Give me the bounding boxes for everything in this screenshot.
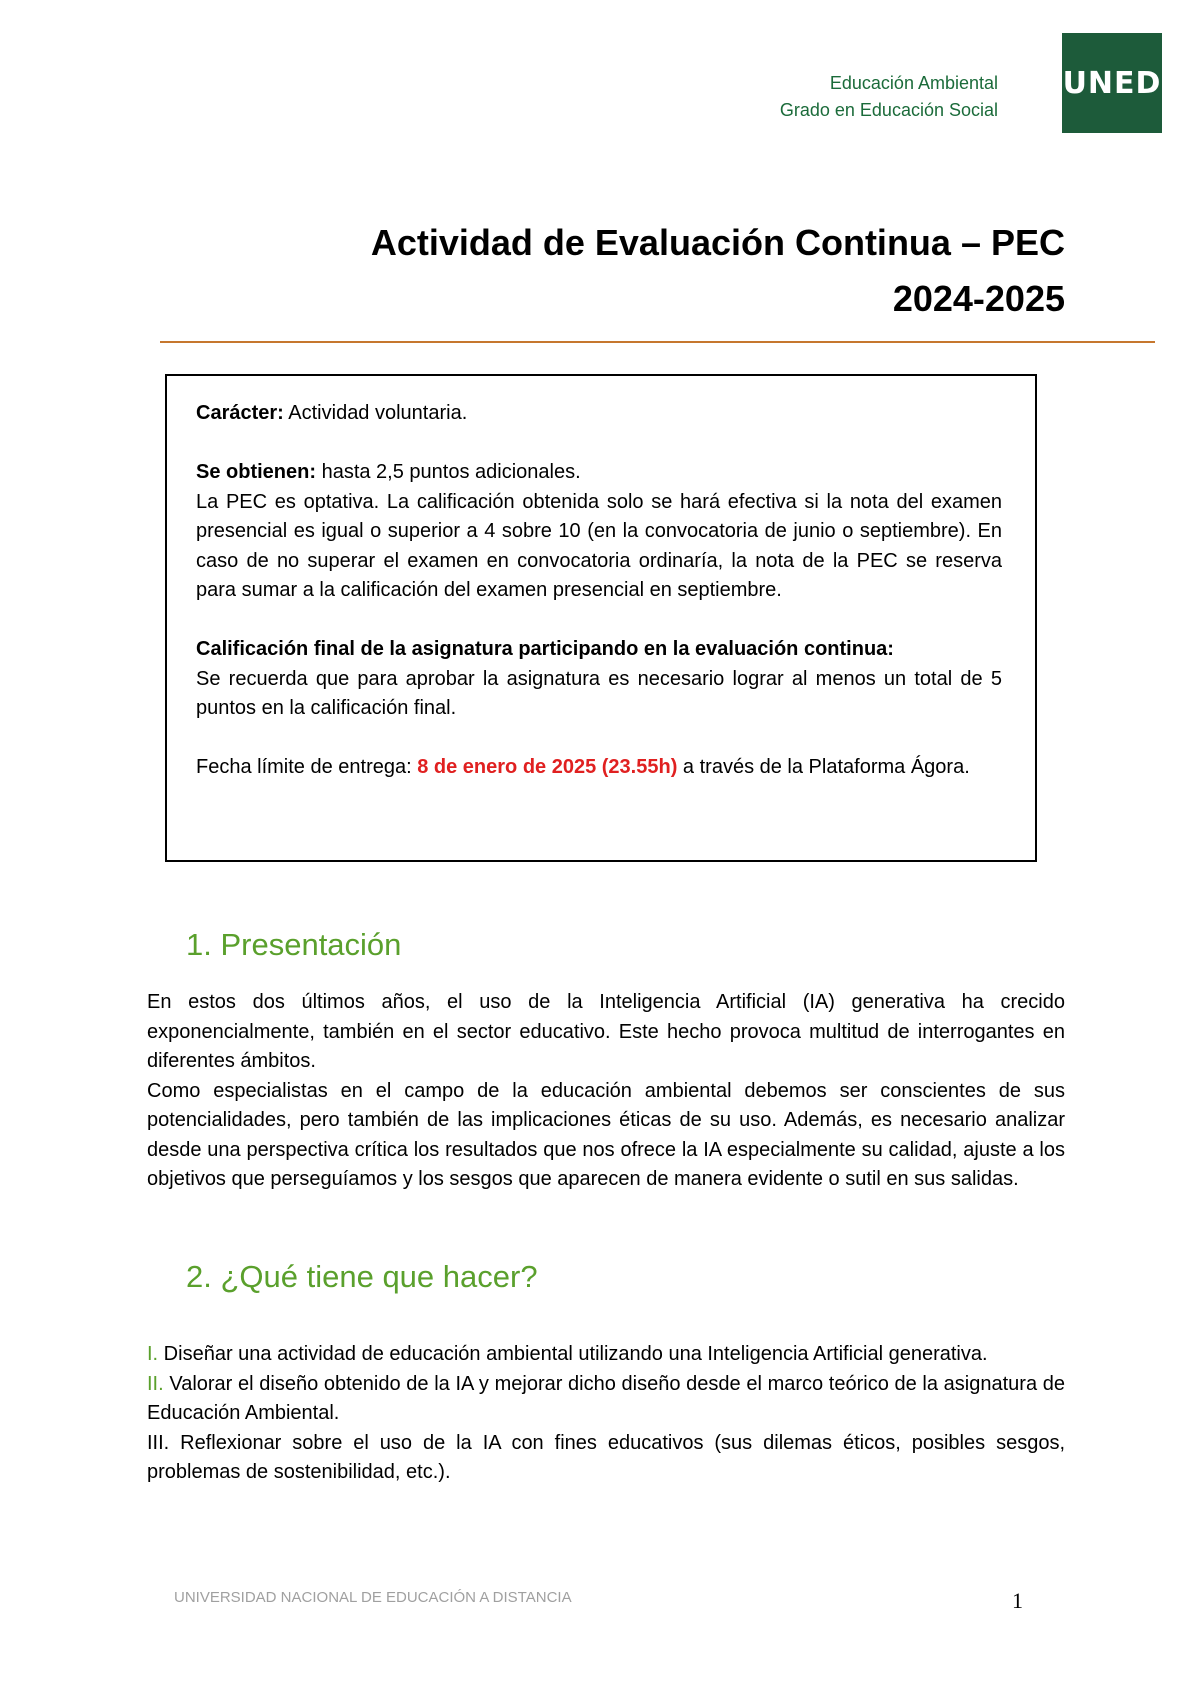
list-item-number: III. <box>147 1431 170 1454</box>
list-item-text: Reflexionar sobre el uso de la IA con fines educativos (sus dilemas éticos, posibles sesgos, problemas de sostenibilidad, etc.). <box>147 1431 1065 1483</box>
obtienen-label: Se obtienen: <box>196 461 317 483</box>
caracter-line <box>196 399 1002 429</box>
section-1-paragraph-2: Como especialistas en el campo de la educación ambiental debemos ser conscientes de sus potencialidades, pero también de las implicaciones éticas de su uso. Además, es necesario analizar desde una perspectiva crítica los resultados que nos ofrece la IA especialmente su calidad, ajuste a los objetivos que perseguíamos y los sesgos que aparecen de manera evidente o sutil en sus salidas. <box>147 1079 1065 1190</box>
list-item-number: I. <box>147 1343 159 1365</box>
deadline-suffix: a través de la Plataforma Ágora. <box>677 756 970 778</box>
uned-logo <box>1062 33 1162 133</box>
deadline-line <box>196 753 1002 783</box>
info-box <box>165 374 1037 862</box>
list-item-text: Diseñar una actividad de educación ambiental utilizando una Inteligencia Artificial generativa. <box>158 1343 988 1365</box>
page-title <box>371 215 1065 327</box>
list-item <box>147 1429 1065 1488</box>
section-1-paragraph-1: En estos dos últimos años, el uso de la Inteligencia Artificial (IA) generativa ha crecido exponencialmente, también en el sector educativo. Este hecho provoca multitud de interrogantes en diferentes ámbitos. <box>147 991 1065 1072</box>
list-item-text: Valorar el diseño obtenido de la IA y mejorar dicho diseño desde el marco teórico de la asignatura de Educación Ambiental. <box>147 1372 1065 1424</box>
caracter-label: Carácter: <box>196 402 284 424</box>
section-2-heading: 2. ¿Qué tiene que hacer? <box>186 1259 538 1294</box>
obtienen-value: hasta 2,5 puntos adicionales. <box>316 461 581 483</box>
pec-paragraph: La PEC es optativa. La calificación obtenida solo se hará efectiva si la nota del examen presencial es igual o superior a 4 sobre 10 (en la convocatoria de junio o septiembre). En caso de no superar el examen en convocatoria ordinaría, la nota de la PEC se reserva para sumar a la calificación del examen presencial en septiembre. <box>196 490 1002 601</box>
obtienen-line <box>196 458 1002 488</box>
footer-university: UNIVERSIDAD NACIONAL DE EDUCACIÓN A DISTANCIA <box>174 1589 572 1606</box>
list-item <box>147 1370 1065 1429</box>
title-line-1: Actividad de Evaluación Continua – PEC <box>370 222 1065 263</box>
section-2-list <box>147 1340 1065 1488</box>
document-header <box>780 70 998 124</box>
list-item <box>147 1340 1065 1370</box>
caracter-value: Actividad voluntaria. <box>283 402 468 424</box>
final-grade-label: Calificación final de la asignatura participando en la evaluación continua: <box>196 638 894 660</box>
title-line-2: 2024-2025 <box>892 278 1065 319</box>
page-number: 1 <box>1012 1588 1023 1613</box>
section-1-body <box>147 988 1065 1195</box>
list-item-number: II. <box>147 1372 164 1395</box>
final-grade-text: Se recuerda que para aprobar la asignatura es necesario lograr al menos un total de 5 puntos en la calificación final. <box>196 667 1002 719</box>
deadline-date: 8 de enero de 2025 (23.55h) <box>417 756 678 778</box>
logo-text: UNED <box>1062 65 1162 101</box>
degree-name: Grado en Educación Social <box>779 100 998 120</box>
deadline-prefix: Fecha límite de entrega: <box>196 756 418 778</box>
course-name: Educación Ambiental <box>829 73 998 93</box>
section-1-heading: 1. Presentación <box>186 927 402 962</box>
title-divider <box>160 341 1155 343</box>
